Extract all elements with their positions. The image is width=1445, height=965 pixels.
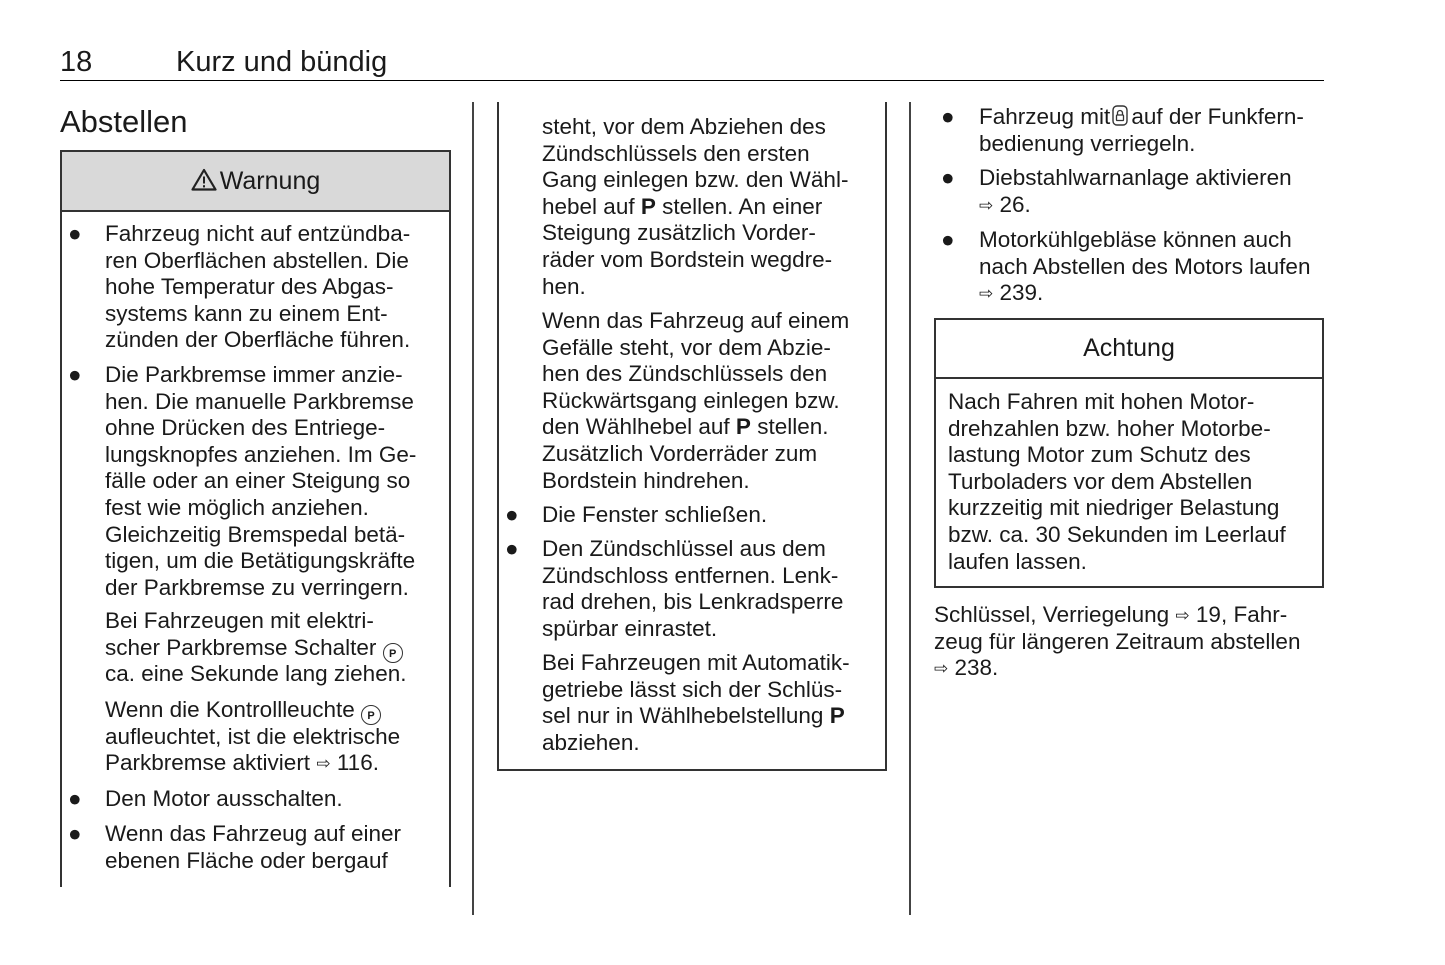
text-line: laufen lassen.: [948, 548, 1087, 574]
text-line: hen.: [542, 273, 586, 299]
text-line: fest wie möglich anziehen.: [105, 495, 369, 520]
bullet-marker: ●: [941, 227, 955, 252]
bullet-marker: ●: [505, 502, 519, 527]
text-line: ⇨ 239.: [979, 280, 1043, 308]
parking-brake-icon: P: [361, 705, 381, 725]
text-line: hen des Zündschlüssels den: [542, 361, 828, 387]
text-line: den Wählhebel auf P stellen.: [542, 414, 829, 440]
warning-triangle-icon: [191, 168, 217, 191]
text-line: zünden der Oberfläche führen.: [105, 327, 411, 353]
text-line: drehzahlen bzw. hoher Motorbe-: [948, 415, 1271, 441]
chapter-title: Kurz und bündig: [176, 46, 388, 78]
text-line: zeug für längeren Zeitraum abstellen: [934, 628, 1301, 654]
text-line: Bordstein hindrehen.: [542, 467, 750, 493]
text-line: ca. eine Sekunde lang ziehen.: [105, 661, 407, 687]
text-line: hen. Die manuelle Parkbremse: [105, 388, 414, 414]
header-rule: [60, 80, 1324, 81]
text-line: spürbar einrastet.: [542, 615, 718, 641]
text-line: Zusätzlich Vorderräder zum: [542, 441, 818, 466]
text-line: Steigung zusätzlich Vorder-: [542, 220, 816, 246]
bullet-marker: ●: [68, 786, 82, 811]
achtung-header: [936, 320, 1322, 379]
bullet-marker: ●: [68, 221, 82, 246]
page-number: 18: [60, 46, 93, 78]
page-reference-icon: ⇨: [934, 659, 949, 679]
column-divider-left: [472, 102, 474, 915]
bullet-marker: ●: [941, 104, 955, 129]
text-line: Rückwärtsgang einlegen bzw.: [542, 387, 840, 413]
warning-header: [62, 152, 449, 212]
text-line: Schlüssel, Verriegelung ⇨ 19, Fahr-: [934, 602, 1287, 630]
page-reference-icon: ⇨: [1175, 606, 1190, 625]
text-line: räder vom Bordstein wegdre-: [542, 247, 833, 272]
text-line: Fahrzeug mit auf der Funkfern-: [979, 104, 1304, 129]
text-line: Gefälle steht, vor dem Abzie-: [542, 334, 831, 360]
achtung-title: Achtung: [1083, 334, 1175, 362]
text-line: Turboladers vor dem Abstellen: [948, 468, 1253, 494]
bullet-marker: ●: [941, 165, 955, 190]
text-line: bedienung verriegeln.: [979, 130, 1196, 156]
bullet-marker: ●: [505, 536, 519, 561]
text-line: Bei Fahrzeugen mit Automatik-: [542, 650, 850, 675]
gear-p-label: P: [735, 414, 751, 440]
text-line: Die Fenster schließen.: [542, 502, 768, 527]
text-line: Gang einlegen bzw. den Wähl-: [542, 167, 849, 193]
text-line: lastung Motor zum Schutz des: [948, 442, 1251, 468]
text-line: hebel auf P stellen. An einer: [542, 193, 823, 219]
text-line: ebenen Fläche oder bergauf: [105, 847, 388, 873]
text-line: Wenn die Kontrollleuchte P: [105, 697, 381, 725]
page-reference-icon: ⇨: [979, 195, 994, 215]
page-reference-icon: ⇨: [979, 284, 994, 304]
text-line: systems kann zu einem Ent-: [105, 300, 388, 326]
text-line: bzw. ca. 30 Sekunden im Leerlauf: [948, 522, 1286, 547]
page-reference-icon: ⇨: [316, 754, 331, 774]
text-line: Bei Fahrzeugen mit elektri-: [105, 608, 374, 633]
text-line: nach Abstellen des Motors laufen: [979, 253, 1311, 279]
text-line: Nach Fahren mit hohen Motor-: [948, 389, 1255, 414]
text-line: ohne Drücken des Entriege-: [105, 415, 386, 441]
bullet-marker: ●: [68, 362, 82, 387]
text-line: Wenn das Fahrzeug auf einer: [105, 821, 402, 846]
parking-brake-icon: P: [383, 643, 403, 663]
text-line: Parkbremse aktiviert ⇨ 116.: [105, 750, 379, 778]
text-line: steht, vor dem Abziehen des: [542, 114, 826, 139]
text-line: tigen, um die Betätigungskräfte: [105, 548, 416, 574]
text-line: Den Motor ausschalten.: [105, 786, 343, 811]
text-line: Den Zündschlüssel aus dem: [542, 536, 826, 561]
text-line: abziehen.: [542, 729, 640, 755]
text-line: ren Oberflächen abstellen. Die: [105, 247, 409, 273]
text-line: der Parkbremse zu verringern.: [105, 574, 409, 600]
text-line: Wenn das Fahrzeug auf einem: [542, 308, 850, 333]
text-line: fälle oder an einer Steigung so: [105, 468, 411, 494]
gear-p-label: P: [640, 193, 656, 219]
text-line: ⇨ 238.: [934, 655, 998, 683]
text-line: rad drehen, bis Lenkradsperre: [542, 589, 844, 615]
text-line: Zündschloss entfernen. Lenk-: [542, 562, 839, 588]
text-line: ⇨ 26.: [979, 192, 1031, 220]
text-line: Zündschlüssels den ersten: [542, 140, 810, 166]
column-divider-right: [909, 102, 911, 915]
section-title: Abstellen: [60, 104, 188, 139]
text-line: sel nur in Wählhebelstellung P: [542, 703, 845, 729]
text-line: Fahrzeug nicht auf entzündba-: [105, 221, 411, 246]
text-line: lungsknopfes anziehen. Im Ge-: [105, 441, 417, 467]
bullet-marker: ●: [68, 821, 82, 846]
warning-title: Warnung: [219, 167, 321, 195]
text-line: aufleuchtet, ist die elektrische: [105, 723, 401, 749]
text-line: Motorkühlgebläse können auch: [979, 227, 1292, 252]
text-line: hohe Temperatur des Abgas-: [105, 274, 394, 300]
text-line: Diebstahlwarnanlage aktivieren: [979, 165, 1292, 190]
text-line: Die Parkbremse immer anzie-: [105, 362, 403, 387]
text-line: Gleichzeitig Bremspedal betä-: [105, 521, 406, 547]
lock-icon: [1112, 105, 1128, 126]
gear-p-label: P: [829, 703, 845, 729]
text-line: getriebe lässt sich der Schlüs-: [542, 676, 843, 702]
text-line: kurzzeitig mit niedriger Belastung: [948, 495, 1280, 521]
text-line: scher Parkbremse Schalter P: [105, 635, 403, 663]
